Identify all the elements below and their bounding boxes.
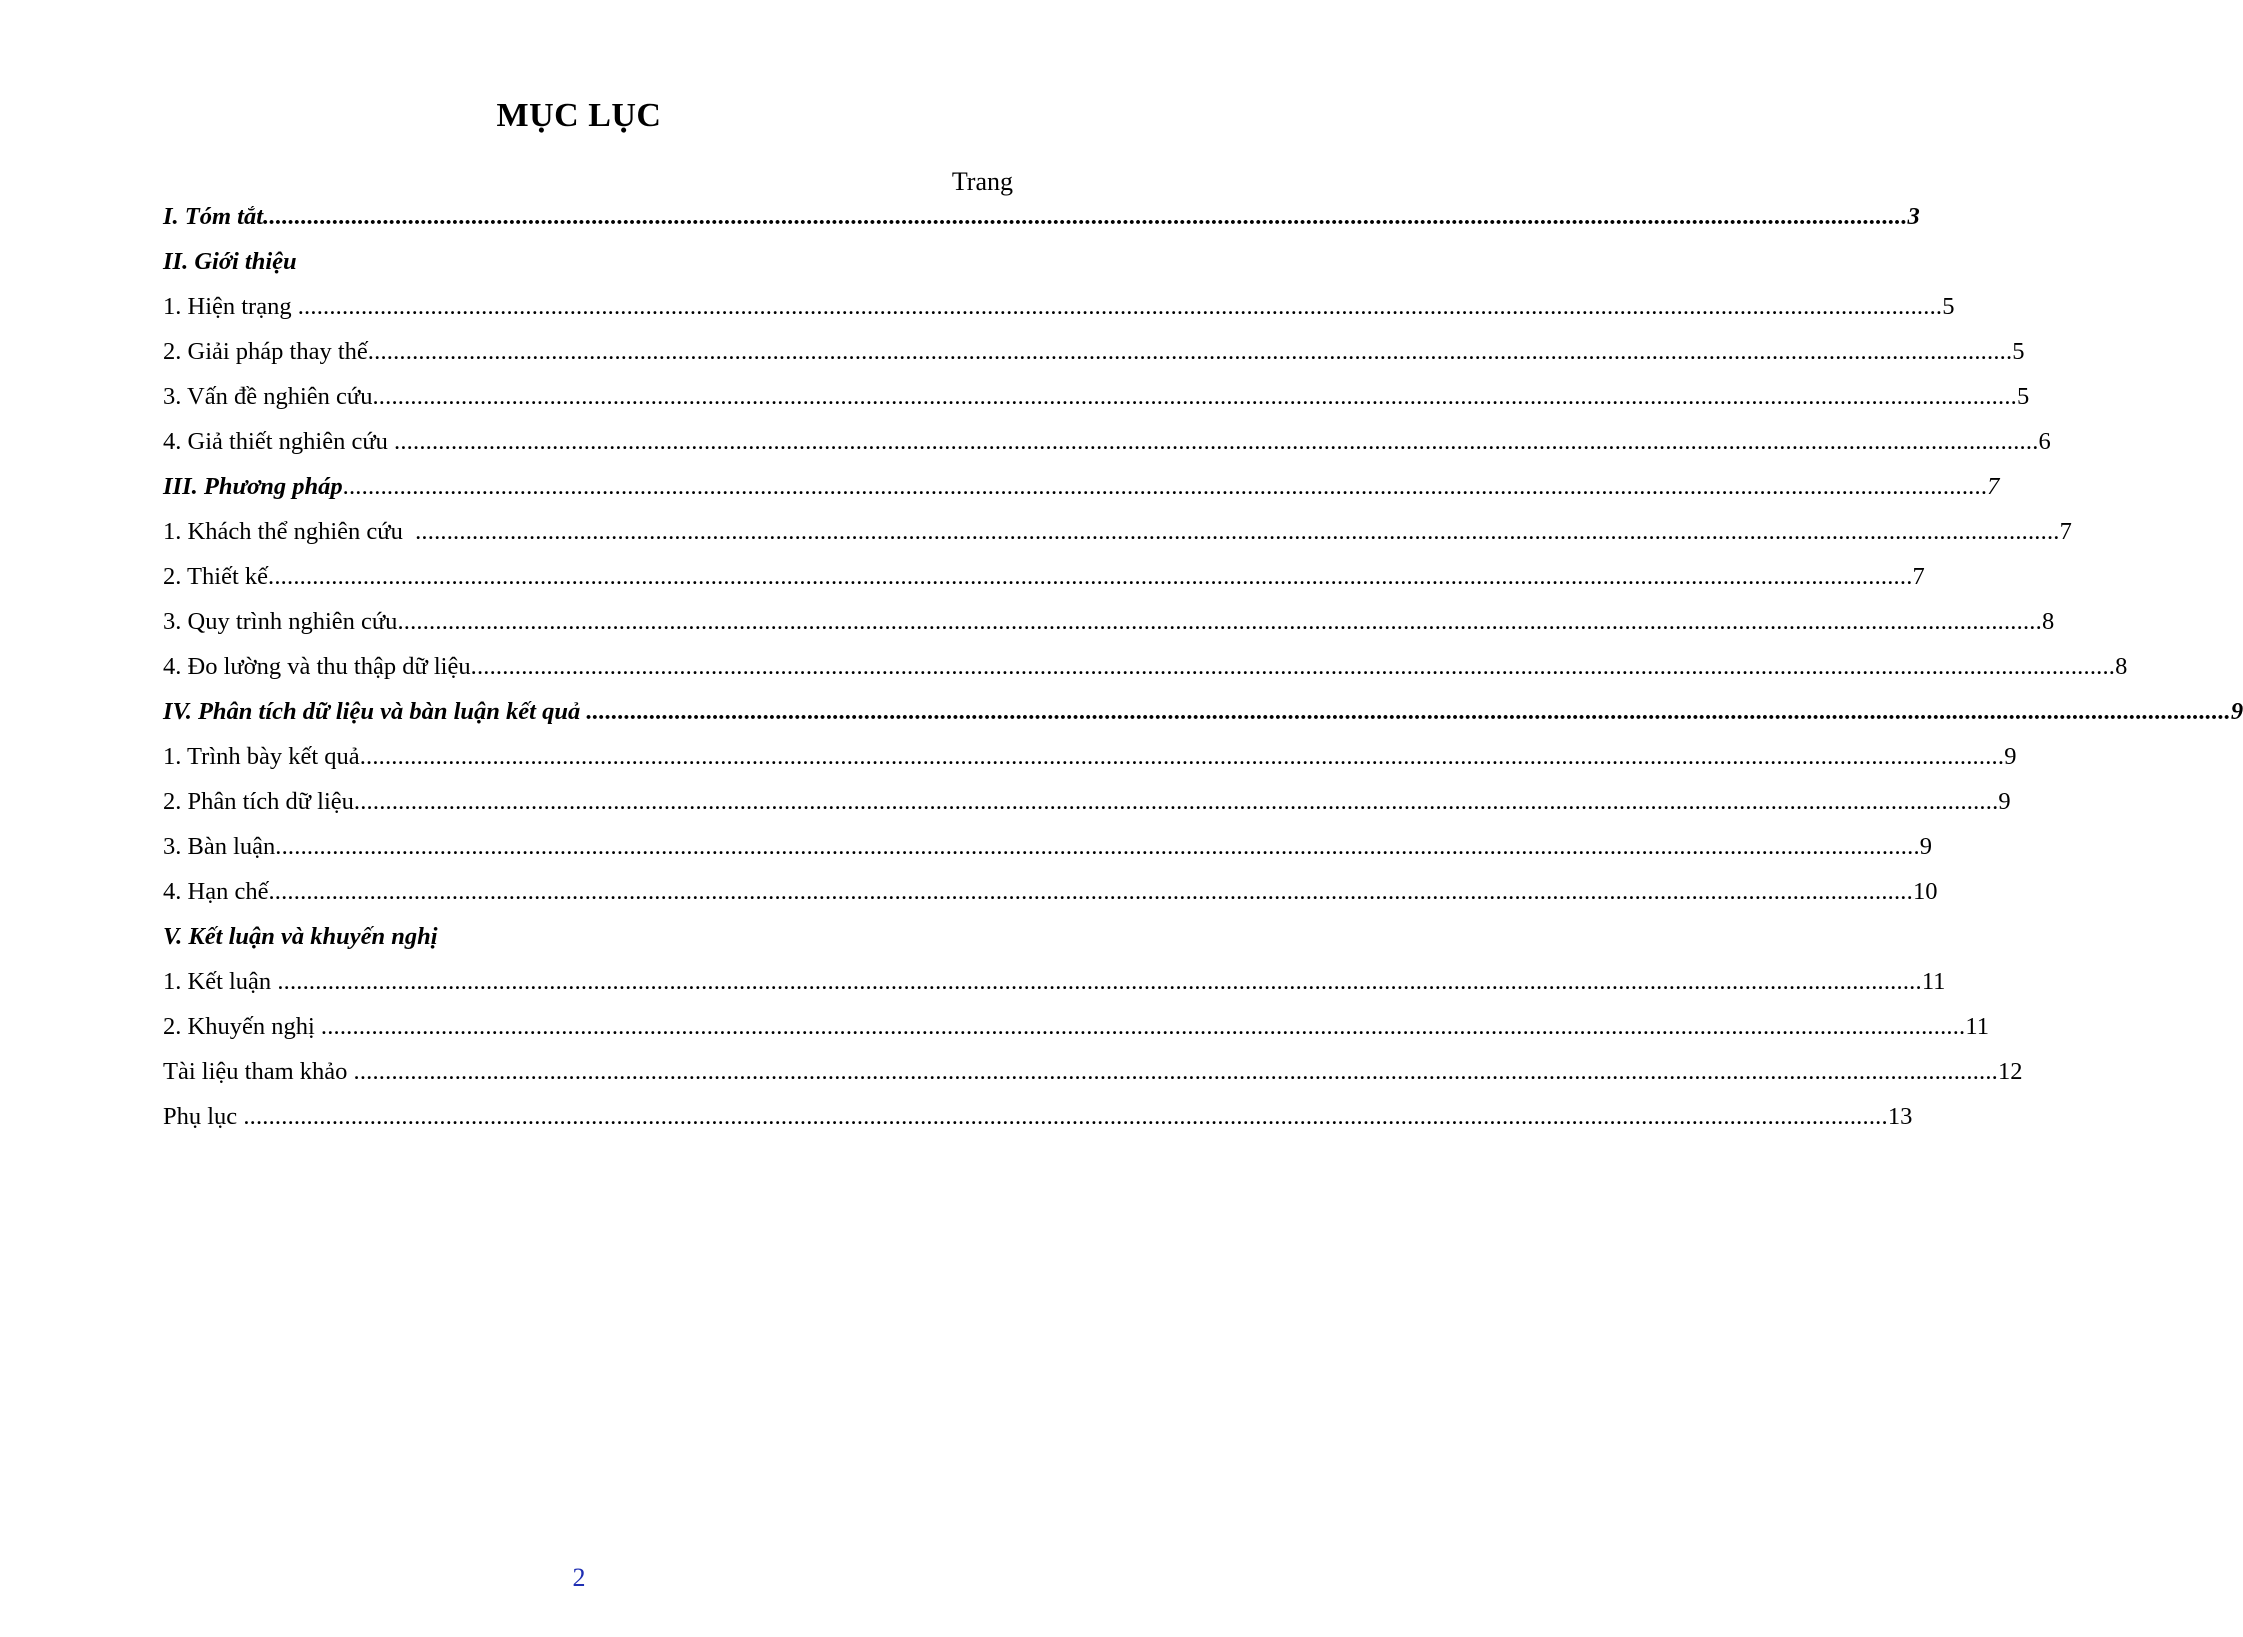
toc-entry-page: 10: [1912, 878, 1938, 905]
toc-entry-leader: ....................................................................................................................................................................................................................................................................: [394, 428, 2039, 455]
toc-entry-label: II. Giới thiệu: [163, 248, 297, 275]
toc-entry-leader: ....................................................................................................................................................................................................................................................................: [320, 1013, 1966, 1040]
table-of-contents: [163, 194, 2243, 1139]
toc-entry: [163, 329, 2025, 374]
toc-entry-page: 9: [2004, 743, 2017, 770]
toc-entry-leader: ....................................................................................................................................................................................................................................................................: [397, 608, 2042, 635]
toc-entry-leader: ....................................................................................................................................................................................................................................................................: [353, 1058, 1998, 1085]
toc-entry-label: 3. Quy trình nghiên cứu: [163, 608, 398, 635]
toc-entry: [163, 419, 2051, 464]
toc-entry-label: 2. Giải pháp thay thế: [163, 338, 368, 365]
toc-entry: [163, 554, 1925, 599]
toc-entry-label: 3. Vấn đề nghiên cứu: [163, 383, 373, 410]
toc-entry-leader: ....................................................................................................................................................................................................................................................................: [415, 518, 2060, 545]
toc-entry-leader: ....................................................................................................................................................................................................................................................................: [372, 383, 2017, 410]
toc-entry-leader: ....................................................................................................................................................................................................................................................................: [367, 338, 2013, 365]
toc-entry-label: 4. Đo lường và thu thập dữ liệu: [163, 653, 471, 680]
toc-entry: [163, 869, 1938, 914]
toc-entry-label: Phụ lục: [163, 1103, 244, 1130]
toc-entry-label: IV. Phân tích dữ liệu và bàn luận kết quả: [163, 698, 587, 725]
toc-entry-leader: ....................................................................................................................................................................................................................................................................: [359, 743, 2005, 770]
toc-entry-page: 9: [2230, 698, 2243, 725]
toc-entry-page: 5: [2016, 383, 2030, 410]
toc-entry-leader: ....................................................................................................................................................................................................................................................................: [470, 653, 2116, 680]
toc-entry: [163, 644, 2128, 689]
page-number: 2: [572, 1563, 586, 1592]
toc-entry-page: 9: [1919, 833, 1933, 860]
toc-entry: [163, 1049, 2023, 1094]
toc-entry-page: 11: [1921, 968, 1946, 995]
toc-entry-leader: ....................................................................................................................................................................................................................................................................: [297, 293, 1943, 320]
toc-entry: [163, 959, 1946, 1004]
toc-entry-label: 2. Khuyến nghị: [163, 1013, 321, 1040]
toc-entry-page: 9: [1998, 788, 2011, 815]
toc-entry: [163, 689, 2243, 734]
toc-entry-label: 1. Kết luận: [163, 968, 278, 995]
page-title: MỤC LỤC: [496, 97, 662, 134]
toc-entry-page: 5: [1942, 293, 1955, 320]
toc-entry-leader: ....................................................................................................................................................................................................................................................................: [268, 563, 1913, 590]
toc-entry-page: 11: [1965, 1013, 1989, 1040]
toc-entry-leader: ....................................................................................................................................................................................................................................................................: [586, 698, 2231, 725]
toc-entry-page: 7: [1987, 473, 2000, 500]
toc-entry-label: III. Phương pháp: [163, 473, 343, 500]
toc-entry-page: 12: [1998, 1058, 2023, 1085]
toc-entry-page: 13: [1887, 1103, 1913, 1130]
toc-entry-label: Tài liệu tham khảo: [163, 1058, 354, 1085]
toc-entry: [163, 1004, 1989, 1049]
toc-entry: [163, 464, 2000, 509]
toc-entry-page: 7: [1912, 563, 1925, 590]
toc-entry-leader: ....................................................................................................................................................................................................................................................................: [243, 1103, 1888, 1130]
toc-entry: [163, 194, 1920, 239]
toc-entry-page: 3: [1907, 203, 1920, 230]
toc-entry-label: 1. Trình bày kết quả: [163, 743, 360, 770]
toc-entry: [163, 374, 2030, 419]
toc-entry-label: V. Kết luận và khuyến nghị: [163, 923, 438, 950]
toc-entry-leader: ....................................................................................................................................................................................................................................................................: [275, 833, 1920, 860]
toc-entry: [163, 1094, 1913, 1139]
toc-entry-leader: ....................................................................................................................................................................................................................................................................: [277, 968, 1922, 995]
toc-entry: [163, 599, 2055, 644]
toc-entry: [163, 914, 1045, 959]
toc-entry-page: 7: [2059, 518, 2072, 545]
toc-entry-label: 2. Thiết kế: [163, 563, 269, 590]
toc-entry: [163, 779, 2011, 824]
toc-entry-label: 1. Khách thể nghiên cứu: [163, 518, 416, 545]
toc-entry-label: 3. Bàn luận: [163, 833, 276, 860]
toc-entry-page: 8: [2041, 608, 2055, 635]
toc-entry-label: 1. Hiện trạng: [163, 293, 298, 320]
toc-entry-leader: ....................................................................................................................................................................................................................................................................: [268, 878, 1913, 905]
toc-entry-page: 6: [2038, 428, 2051, 455]
toc-entry: [163, 284, 1955, 329]
toc-entry: [163, 509, 2072, 554]
toc-entry: [163, 824, 1933, 869]
toc-entry-label: 4. Hạn chế: [163, 878, 269, 905]
toc-entry-label: 4. Giả thiết nghiên cứu: [163, 428, 395, 455]
toc-entry-label: 2. Phân tích dữ liệu: [163, 788, 354, 815]
toc-entry: [163, 239, 1045, 284]
toc-entry-leader: ....................................................................................................................................................................................................................................................................: [353, 788, 1999, 815]
toc-entry: [163, 734, 2017, 779]
toc-entry-page: 5: [2012, 338, 2025, 365]
page-column-header: Trang: [951, 167, 1013, 196]
toc-entry-label: I. Tóm tắt: [163, 203, 264, 230]
toc-entry-leader: ....................................................................................................................................................................................................................................................................: [263, 203, 1908, 230]
toc-entry-page: 8: [2115, 653, 2128, 680]
toc-entry-leader: ....................................................................................................................................................................................................................................................................: [342, 473, 1988, 500]
